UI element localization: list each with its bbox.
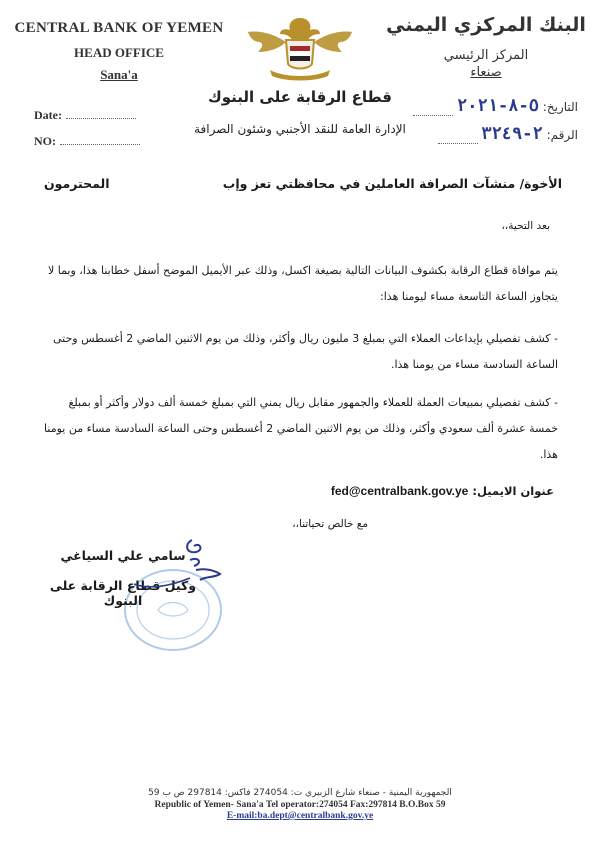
number-dots [60,144,140,145]
number-field-en [34,134,140,149]
department-title: قطاع الرقابة على البنوك [208,88,392,106]
signatory-name: سامي علي السياغي [60,548,186,563]
department-subtitle: الإدارة العامة للنقد الأجنبي وشئون الصرافة [194,122,406,136]
email-line [54,484,554,498]
request-item-sales: - كشف تفصيلي بمبيعات العملة للعملاء والجمهور مقابل ريال يمني التي بمبلغ خمسة ألف دولار وأكثر أو بمبلغ خمسة عشرة ألف سعودي وأكثر، وذلك من يوم الاثنين الماضي 2 أغسطس وحتى الساعة السادسة مساء من يومنا هذا. [44,396,558,461]
footer-email: E-mail:ba.dept@centralbank.gov.ye [226,811,374,821]
footer-address-en: Republic of Yemen- Sana'a Tel operator:274054 Fax:297814 B.O.Box 59 [154,800,446,810]
letter-footer [100,788,500,821]
greeting: بعد التحية،، [501,220,550,232]
body-paragraph: يتم موافاة قطاع الرقابة بكشوف البيانات التالية بصيغة اكسل، وذلك عبر الأيميل الموضح أسفل خطابنا هذا، وبما لا يتجاوز الساعة التاسعة مساء ليومنا هذا: [47,264,558,303]
number-label-en: NO: [34,134,56,148]
number-label-ar: الرقم: [546,128,578,142]
english-letterhead [14,20,224,83]
date-field-en [34,108,136,123]
city-name-ar: صنعاء [470,65,502,80]
number-field-ar [438,124,579,144]
footer-address-ar: الجمهورية اليمنية - صنعاء شارع الزبيري ت: 274054 فاكس: 297814 ص ب 59 [148,788,452,798]
arabic-letterhead [386,14,586,80]
number-dots-ar [438,143,478,144]
handwritten-signature-icon [130,534,230,594]
bank-name-ar: البنك المركزي اليمني [386,14,586,36]
email-label: عنوان الايميل: [472,484,554,498]
handwritten-date: ٥-٨-٢٠٢١ [457,96,539,116]
honorific: المحترمون [44,176,110,191]
office-name-ar: المركز الرئيسي [443,48,529,63]
date-label-en: Date: [34,108,62,122]
date-dots [66,118,136,119]
closing-line: مع خالص تحياتنا،، [292,518,368,530]
yemen-eagle-emblem-icon [240,12,360,84]
office-name-en: HEAD OFFICE [74,45,164,60]
email-address: fed@centralbank.gov.ye [330,484,469,498]
request-item-deposits: - كشف تفصيلي بإيداعات العملاء التي بمبلغ 3 مليون ريال وأكثر، وذلك من يوم الاثنين الماضي 2 أغسطس وحتى الساعة السادسة مساء من يومنا هذا. [53,332,558,371]
date-label-ar: التاريخ: [542,100,578,114]
city-name-en: Sana'a [100,67,138,82]
date-dots-ar [413,115,453,116]
signatory-title: وكيل قطاع الرقابة على البنوك [49,578,197,608]
bank-name-en: CENTRAL BANK OF YEMEN [14,20,224,36]
handwritten-number: ٢-٣٢٤٩ [481,124,543,144]
addressee-line: الأخوة/ منشآت الصرافة العاملين في محافظتي تعز وإب [222,176,562,191]
